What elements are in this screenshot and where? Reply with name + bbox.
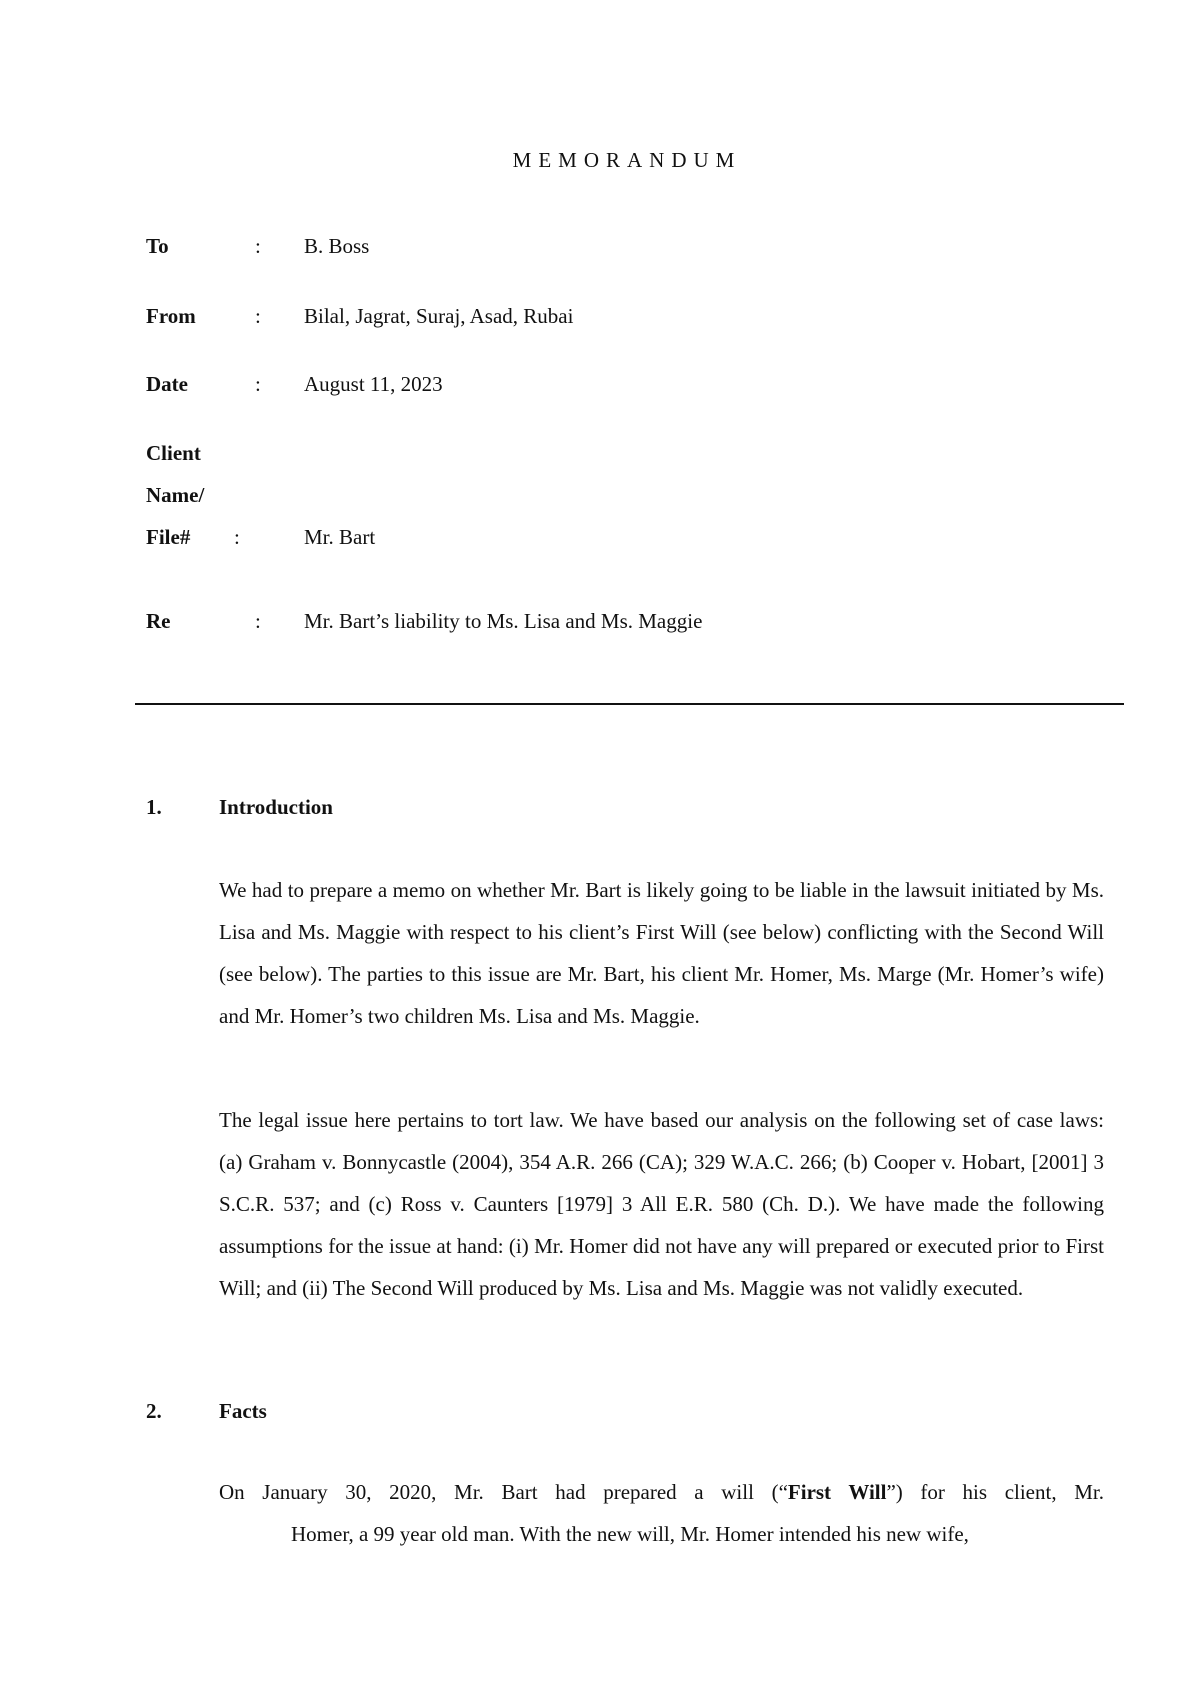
memo-title: MEMORANDUM: [512, 148, 742, 172]
header-value-client: Mr. Bart: [304, 525, 376, 549]
header-label-from: From: [146, 304, 196, 328]
section-title-facts: Facts: [219, 1399, 267, 1423]
facts-text-part1: On January 30, 2020, Mr. Bart had prepared a will (“: [219, 1480, 788, 1504]
header-value-from: Bilal, Jagrat, Suraj, Asad, Rubai: [304, 304, 574, 328]
header-divider: [135, 703, 1124, 705]
header-colon-from: :: [255, 304, 261, 328]
section-number-introduction: 1.: [146, 795, 162, 819]
header-colon-client: :: [234, 525, 240, 549]
header-label-to: To: [146, 234, 169, 258]
header-value-to: B. Boss: [304, 234, 370, 258]
facts-text-part2: ”) for his client, Mr.: [886, 1480, 1104, 1504]
header-colon-date: :: [255, 372, 261, 396]
intro-paragraph-1: We had to prepare a memo on whether Mr. Bart is likely going to be liable in the lawsuit initiated by Ms. Lisa and Ms. Maggie with respect to his client’s First Will (see below) conflicting with the Second Will (see below). The parties to this issue are Mr. Bart, his client Mr. Homer, Ms. Marge (Mr. Homer’s wife) and Mr. Homer’s two children Ms. Lisa and Ms. Maggie.: [219, 878, 1104, 1028]
header-colon-to: :: [255, 234, 261, 258]
section-number-facts: 2.: [146, 1399, 162, 1423]
header-value-date: August 11, 2023: [304, 372, 443, 396]
header-label-client-line3: File#: [146, 525, 191, 549]
header-label-re: Re: [146, 609, 171, 633]
facts-line-2: Homer, a 99 year old man. With the new will, Mr. Homer intended his new wife,: [291, 1522, 969, 1546]
header-label-date: Date: [146, 372, 188, 396]
facts-first-will-term: First Will: [787, 1480, 887, 1504]
header-colon-re: :: [255, 609, 261, 633]
header-value-re: Mr. Bart’s liability to Ms. Lisa and Ms. Maggie: [304, 609, 703, 633]
intro-paragraph-2: The legal issue here pertains to tort law. We have based our analysis on the following set of case laws: (a) Graham v. Bonnycastle (2004), 354 A.R. 266 (CA); 329 W.A.C. 266; (b) Cooper v. Hobart, [2001] 3 S.C.R. 537; and (c) Ross v. Caunters [1979] 3 All E.R. 580 (Ch. D.). We have made the following assumptions for the issue at hand: (i) Mr. Homer did not have any will prepared or executed prior to First Will; and (ii) The Second Will produced by Ms. Lisa and Ms. Maggie was not validly executed.: [219, 1108, 1104, 1300]
facts-line-1: [219, 1471, 1104, 1513]
section-title-introduction: Introduction: [219, 795, 333, 819]
header-label-client-line1: Client: [146, 441, 201, 465]
facts-paragraph: [219, 1471, 1104, 1555]
header-label-client-line2: Name/: [146, 483, 205, 507]
